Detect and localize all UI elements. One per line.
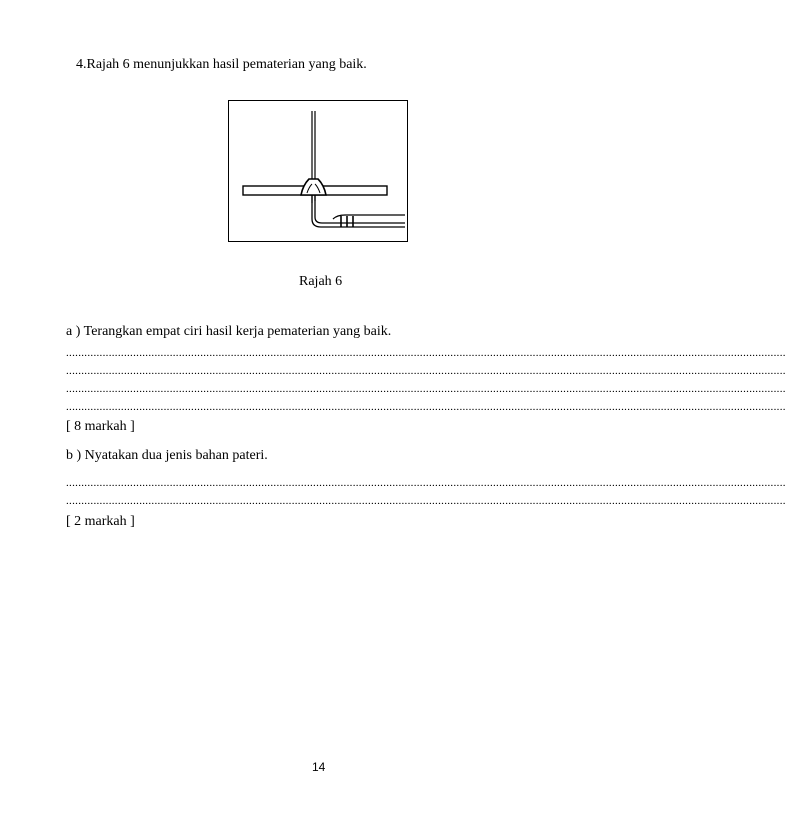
part-a-prompt: a ) Terangkan empat ciri hasil kerja pematerian yang baik. — [66, 324, 392, 339]
solder-joint-illustration — [229, 101, 409, 243]
component-body — [333, 215, 405, 219]
page-number: 14 — [312, 760, 326, 774]
solder-fillet — [301, 179, 326, 195]
part-a-marks: [ 8 markah ] — [66, 419, 135, 434]
answer-line-b1[interactable]: ............................................................................................................................................................................................................................................ — [66, 477, 786, 489]
part-b-marks: [ 2 markah ] — [66, 514, 135, 529]
answer-line-a2[interactable]: ............................................................................................................................................................................................................................................ — [66, 365, 786, 377]
figure-solder-joint — [228, 100, 408, 242]
part-b-prompt: b ) Nyatakan dua jenis bahan pateri. — [66, 448, 268, 463]
answer-line-a1[interactable]: ............................................................................................................................................................................................................................................ — [66, 347, 786, 359]
answer-line-a4[interactable]: ............................................................................................................................................................................................................................................ — [66, 401, 786, 413]
figure-caption: Rajah 6 — [299, 274, 343, 289]
answer-line-a3[interactable]: ............................................................................................................................................................................................................................................ — [66, 383, 786, 395]
question-title: 4.Rajah 6 menunjukkan hasil pematerian yang baik. — [76, 57, 367, 72]
component-lead — [312, 195, 405, 227]
answer-line-b2[interactable]: ............................................................................................................................................................................................................................................ — [66, 495, 786, 507]
